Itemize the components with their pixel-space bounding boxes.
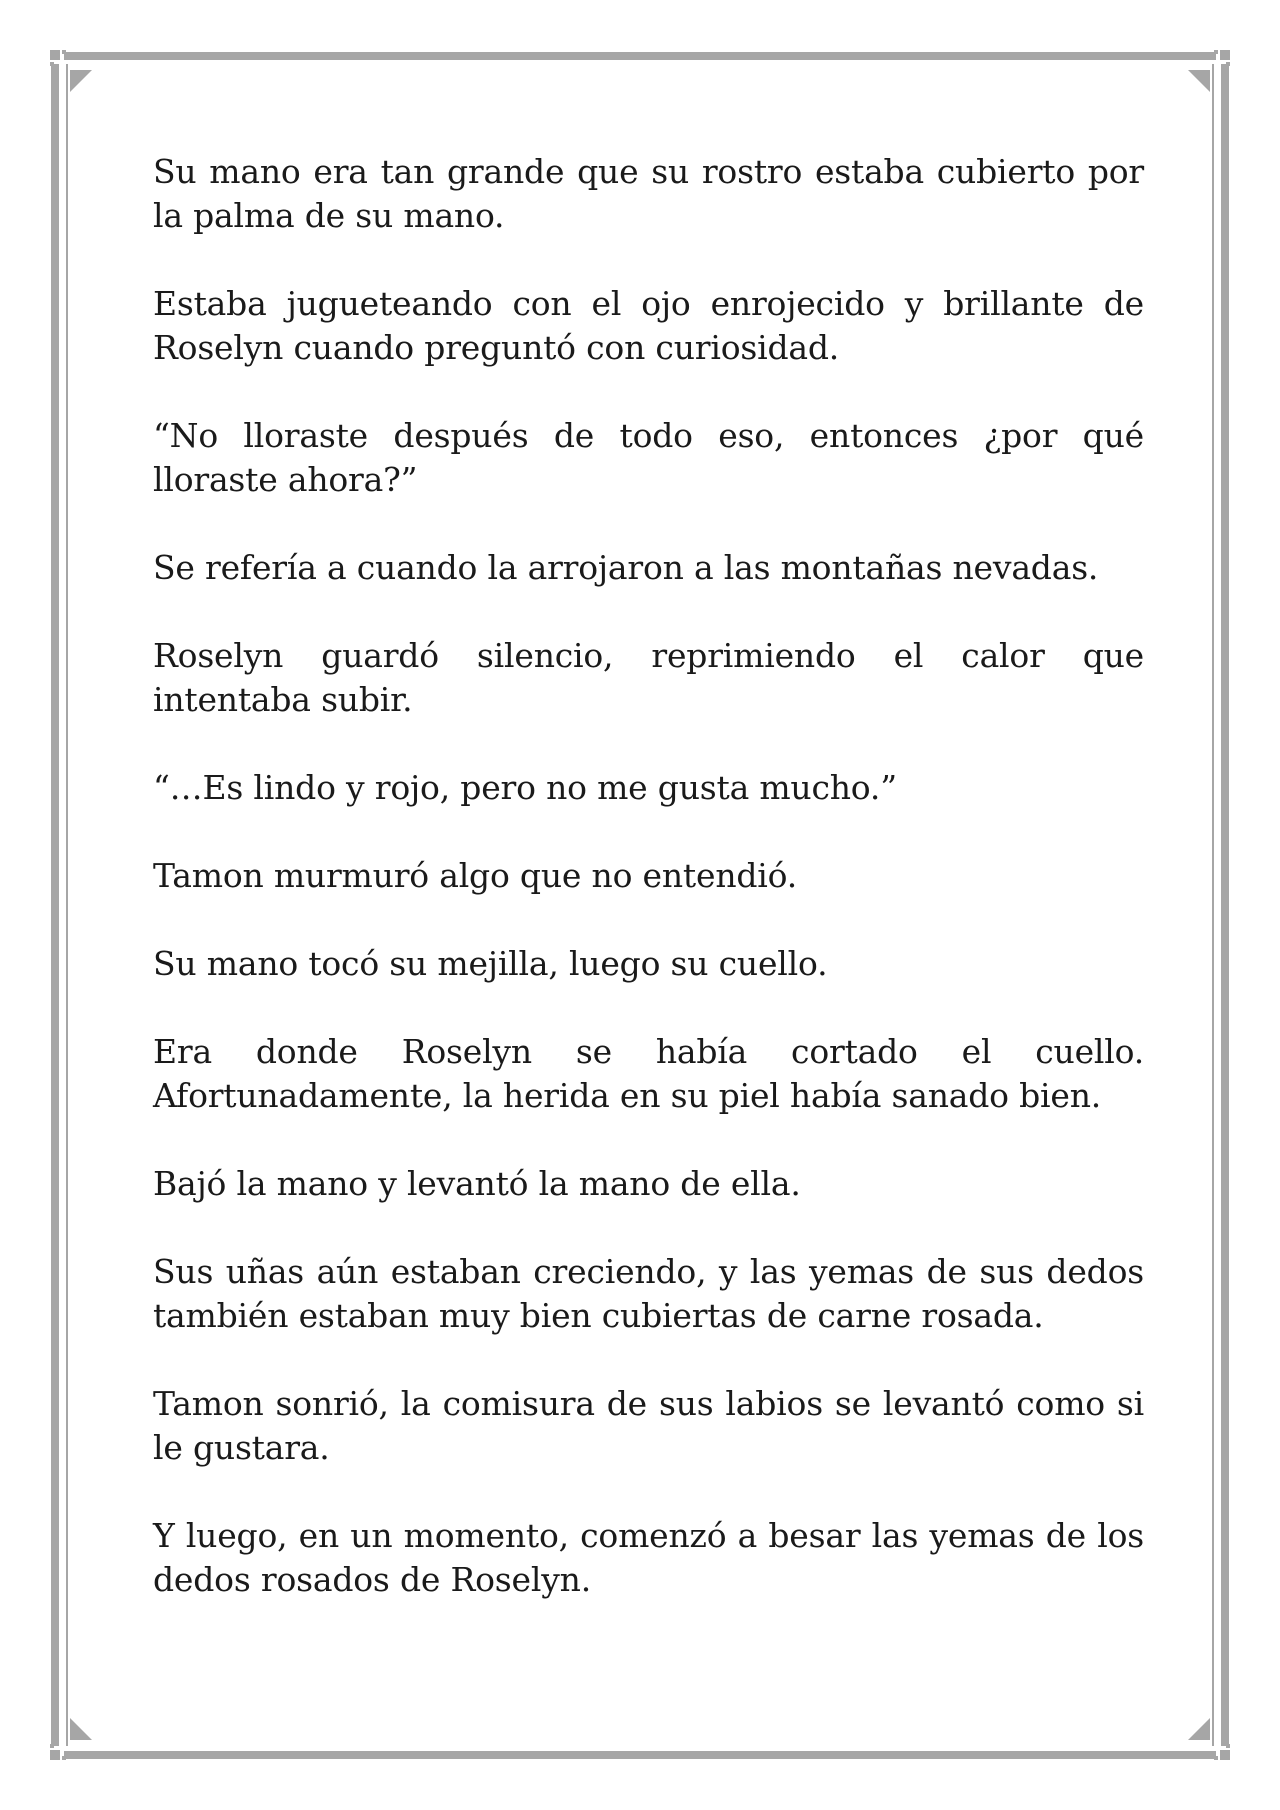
paragraph-10: Bajó la mano y levantó la mano de ella. (153, 1164, 801, 1203)
paragraph-4: Se refería a cuando la arrojaron a las montañas nevadas. (153, 548, 1099, 587)
paragraph-2: Estaba jugueteando con el ojo enrojecido y brillante de Roselyn cuando preguntó con curiosidad. (153, 284, 1144, 367)
paragraph-12: Tamon sonrió, la comisura de sus labios se levantó como si le gustara. (153, 1384, 1144, 1467)
paragraph-11: Sus uñas aún estaban creciendo, y las yemas de sus dedos también estaban muy bien cubiertas de carne rosada. (153, 1252, 1144, 1335)
page-text (153, 150, 1144, 1646)
paragraph-5: Roselyn guardó silencio, reprimiendo el calor que intentaba subir. (153, 636, 1144, 719)
paragraph-6: “…Es lindo y rojo, pero no me gusta mucho.” (153, 768, 897, 807)
paragraph-13: Y luego, en un momento, comenzó a besar las yemas de los dedos rosados de Roselyn. (153, 1516, 1144, 1599)
paragraph-3: “No lloraste después de todo eso, entonces ¿por qué lloraste ahora?” (153, 416, 1144, 499)
paragraph-1: Su mano era tan grande que su rostro estaba cubierto por la palma de su mano. (153, 152, 1144, 235)
paragraph-8: Su mano tocó su mejilla, luego su cuello. (153, 944, 828, 983)
paragraph-9: Era donde Roselyn se había cortado el cuello. Afortunadamente, la herida en su piel había sanado bien. (153, 1032, 1144, 1115)
paragraph-7: Tamon murmuró algo que no entendió. (153, 856, 798, 895)
